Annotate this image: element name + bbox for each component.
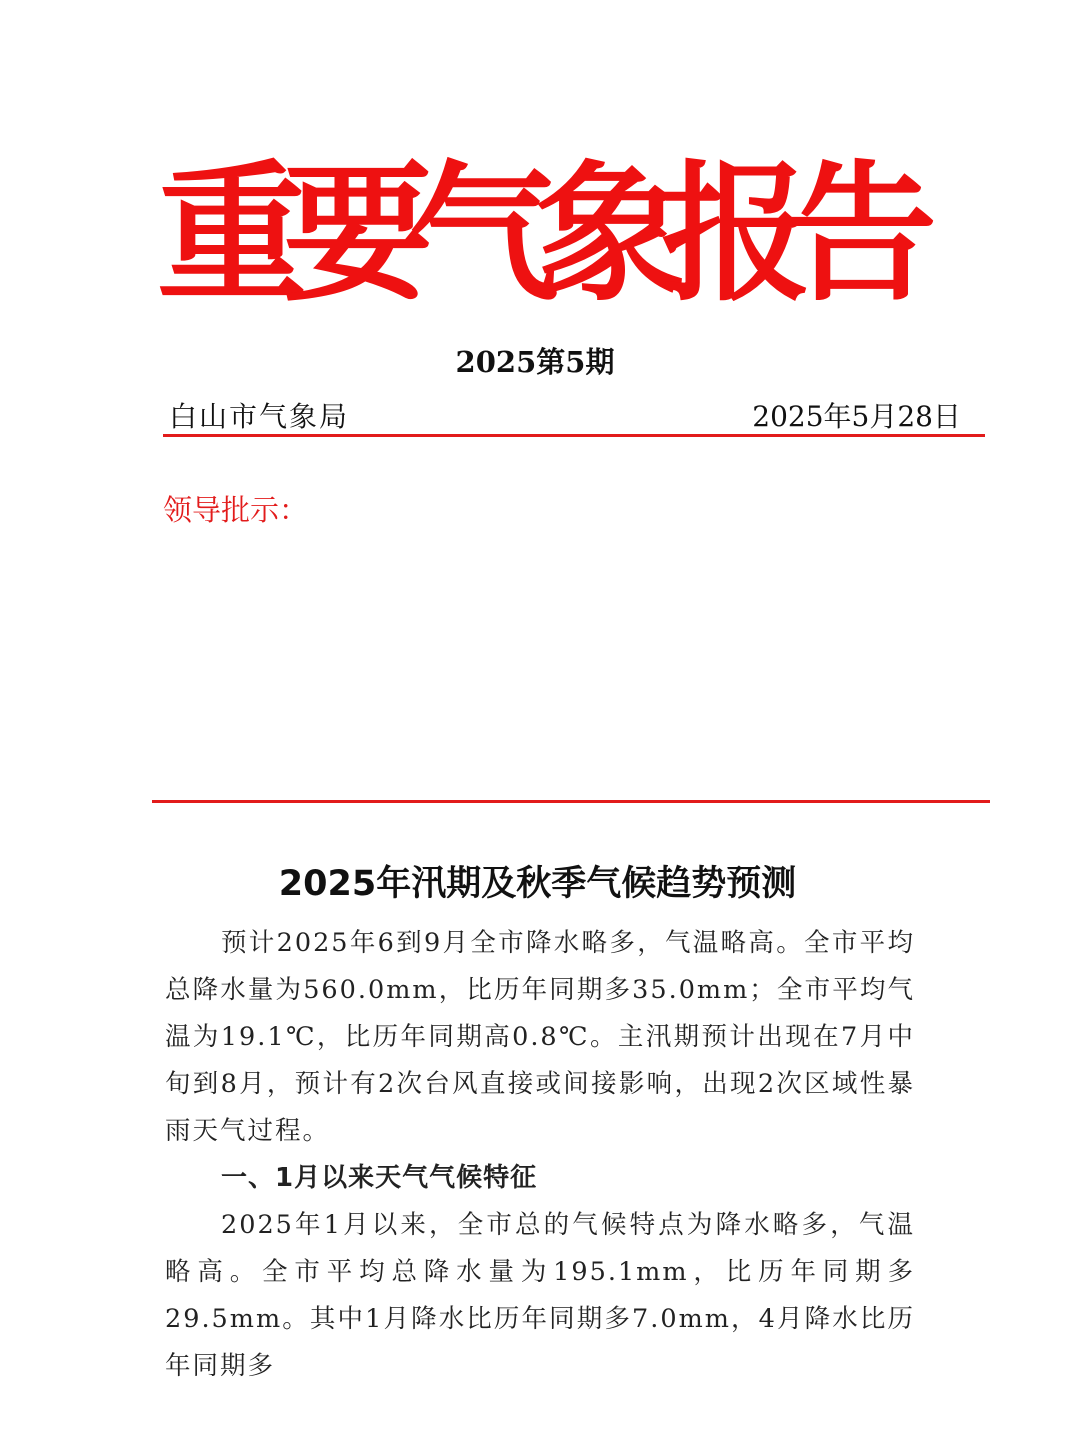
report-title: 2025年汛期及秋季气候趋势预测 [278, 864, 797, 904]
masthead-title [0, 150, 1070, 320]
issuer-date-row [165, 395, 985, 431]
section-paragraph: 2025年1月以来，全市总的气候特点为降水略多，气温略高。全市平均总降水量为195.1mm，比历年同期多29.5mm。其中1月降水比历年同期多7.0mm，4月降水比历年同期多 [165, 1210, 915, 1381]
issue-date: 2025年5月28日 [752, 400, 961, 433]
masthead-char: 气 [409, 148, 560, 322]
header-divider [163, 434, 985, 437]
report-body [165, 920, 915, 1390]
leader-comment-label: 领导批示： [163, 493, 309, 527]
masthead-char: 要 [283, 148, 434, 322]
masthead-char: 告 [787, 148, 938, 322]
intro-paragraph: 预计2025年6到9月全市降水略多，气温略高。全市平均总降水量为560.0mm，比历年同期多35.0mm；全市平均气温为19.1℃，比历年同期高0.8℃。主汛期预计出现在7月中旬到8月，预计有2次台风直接或间接影响，出现2次区域性暴雨天气过程。 [165, 928, 915, 1146]
masthead-char: 象 [535, 148, 686, 322]
section-heading: 一、1月以来天气气候特征 [221, 1163, 538, 1193]
issuer-name: 白山市气象局 [169, 400, 350, 433]
masthead-char: 报 [661, 148, 812, 322]
comment-divider [152, 800, 990, 803]
issue-number: 2025第5期 [455, 345, 615, 379]
masthead-char: 重 [157, 148, 308, 322]
